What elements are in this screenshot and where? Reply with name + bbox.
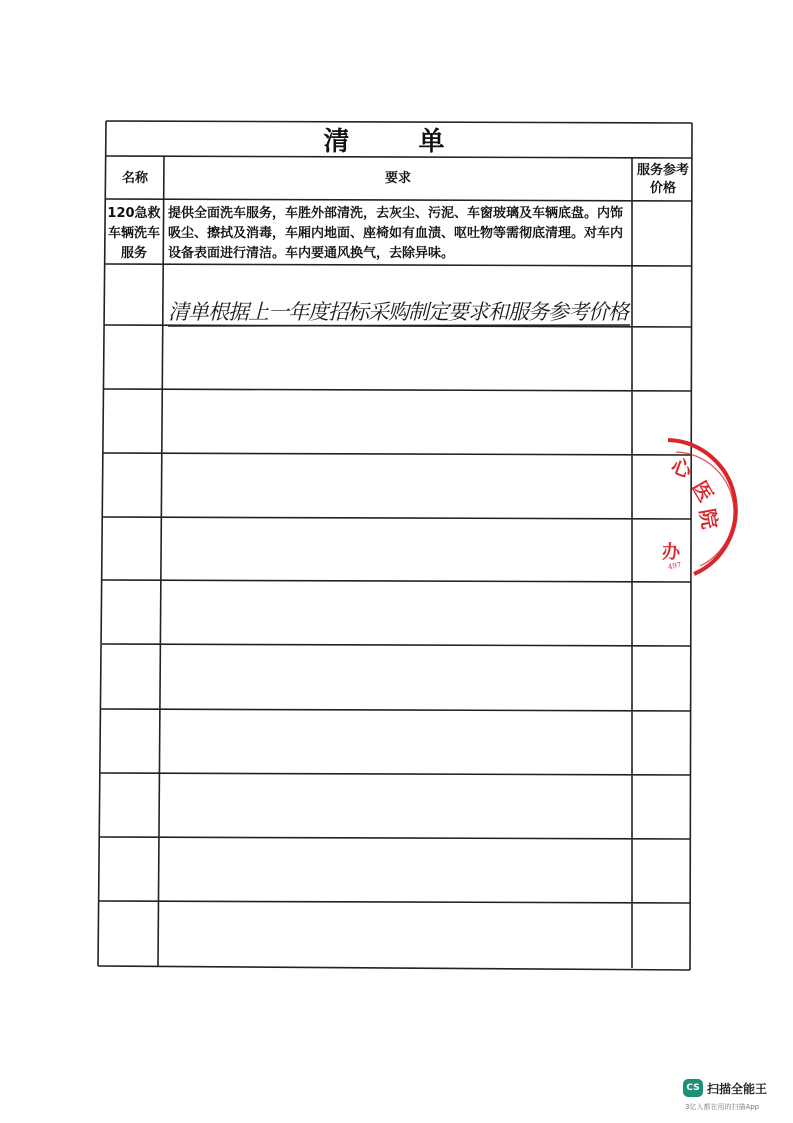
row-1-name: 120急救车辆洗车服务 — [107, 206, 161, 261]
watermark-tagline: 3亿人都在用的扫描App — [685, 1103, 760, 1111]
scanner-watermark — [683, 1079, 767, 1097]
stamp-number: 497 — [667, 560, 682, 572]
header-price: 服务参考价格 — [636, 163, 689, 196]
document-title: 清 单 — [323, 126, 475, 157]
stamp-char-1: 心 — [667, 453, 695, 483]
stamp-char-4: 办 — [662, 542, 680, 563]
header-name: 名称 — [121, 171, 148, 186]
handwritten-note: 清单根据上一年度招标采购制定要求和服务参考价格 — [168, 300, 628, 324]
header-requirement: 要求 — [384, 171, 411, 186]
watermark-app-name: 扫描全能王 — [707, 1081, 768, 1096]
cs-logo-icon: CS — [683, 1079, 703, 1097]
stamp-char-2: 医 — [687, 476, 719, 506]
stamp-char-3: 院 — [694, 506, 723, 531]
row-1-requirement: 提供全面洗车服务，车胜外部清洗，去灰尘、污泥、车窗玻璃及车辆底盘。内饰吸尘、擦拭及消毒，车厢内地面、座椅如有血渍、呕吐物等需彻底清理。对车内设备表面进行清洁。车内要通风换气，去除异味。 — [168, 206, 624, 261]
